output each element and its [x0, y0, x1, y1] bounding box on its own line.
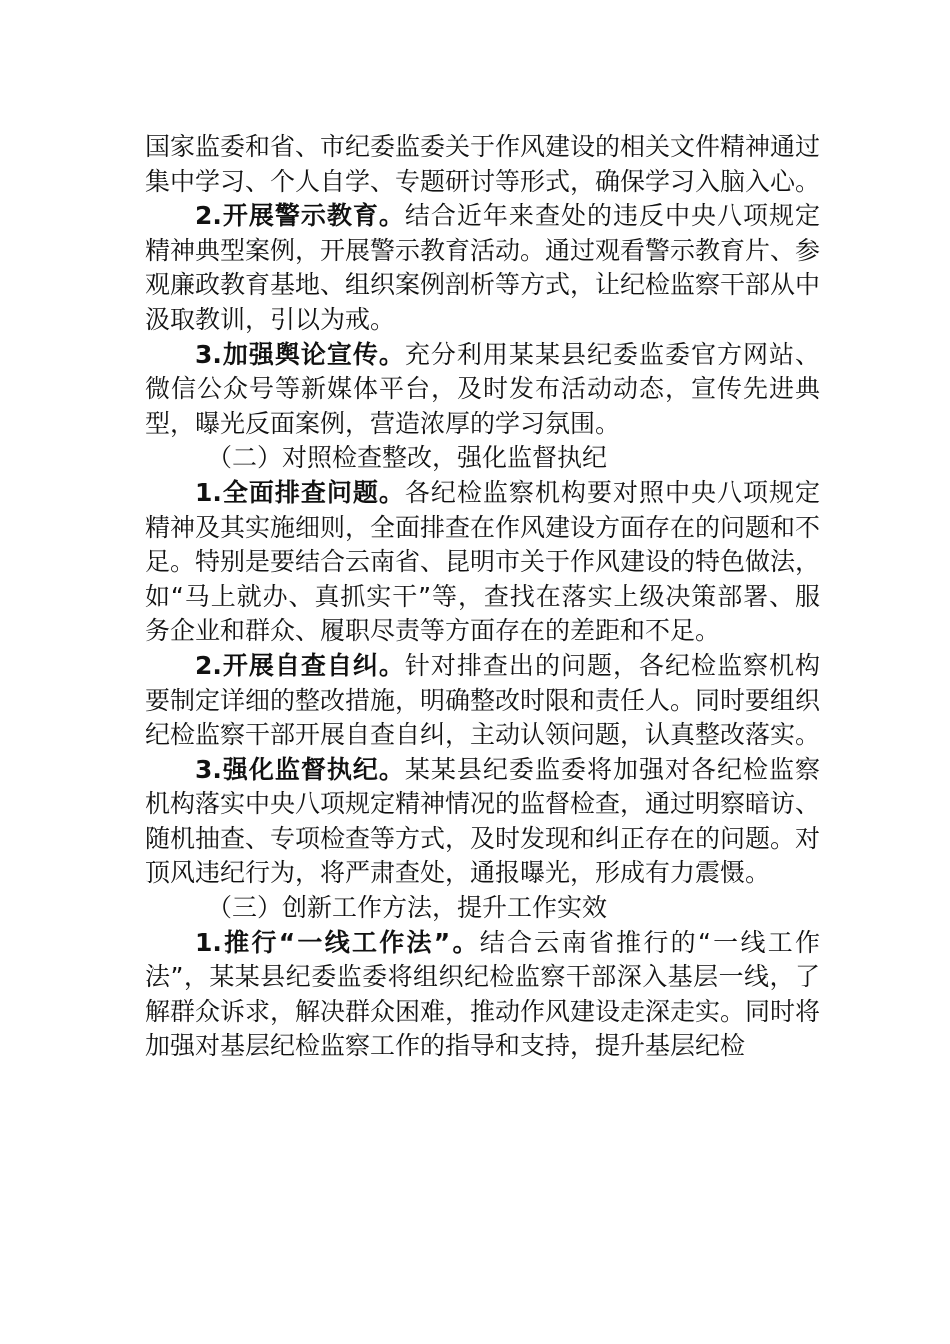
section-heading-3: （三）创新工作方法，提升工作实效 — [207, 893, 608, 923]
document-body — [145, 130, 820, 1064]
paragraph-continuation: 国家监委和省、市纪委监委关于作风建设的相关文件精神通过集中学习、个人自学、专题研讨等形式，确保学习入脑入心。 — [145, 132, 821, 196]
item-investigate-problems — [145, 476, 820, 649]
item-public-opinion — [145, 338, 820, 442]
item-body: 结合云南省推行的“一线工作法”，某某县纪委监委将组织纪检监察干部深入基层一线，了解群众诉求，解决群众困难，推动作风建设走深走实。同时将加强对基层纪检监察工作的指导和支持，提升基层纪检 — [145, 927, 821, 1061]
item-supervision — [145, 753, 820, 891]
item-heading: 2.开展警示教育。 — [195, 201, 405, 231]
item-body: 充分利用某某县纪委监委官方网站、微信公众号等新媒体平台，及时发布活动动态，宣传先进典型，曝光反面案例，营造浓厚的学习氛围。 — [145, 339, 820, 438]
item-heading: 2.开展自查自纠。 — [195, 650, 405, 680]
item-heading: 3.强化监督执纪。 — [195, 754, 405, 784]
item-heading: 1.推行“一线工作法”。 — [195, 927, 480, 957]
item-frontline-method — [145, 926, 820, 1064]
item-body: 某某县纪委监委将加强对各纪检监察机构落实中央八项规定精神情况的监督检查，通过明察暗访、随机抽查、专项检查等方式，及时发现和纠正存在的问题。对顶风违纪行为，将严肃查处，通报曝光，形成有力震慑。 — [145, 754, 821, 888]
item-body: 结合近年来查处的违反中央八项规定精神典型案例，开展警示教育活动。通过观看警示教育片、参观廉政教育基地、组织案例剖析等方式，让纪检监察干部从中汲取教训，引以为戒。 — [145, 201, 821, 334]
item-warning-education — [145, 199, 820, 337]
item-heading: 3.加强舆论宣传。 — [195, 339, 405, 369]
item-heading: 1.全面排查问题。 — [195, 477, 405, 507]
section-heading-2: （二）对照检查整改，强化监督执纪 — [207, 443, 608, 473]
item-self-correction — [145, 649, 820, 753]
item-body: 针对排查出的问题，各纪检监察机构要制定详细的整改措施，明确整改时限和责任人。同时要组织纪检监察干部开展自查自纠，主动认领问题，认真整改落实。 — [145, 650, 821, 750]
item-body: 各纪检监察机构要对照中央八项规定精神及其实施细则，全面排查在作风建设方面存在的问题和不足。特别是要结合云南省、昆明市关于作风建设的特色做法，如“马上就办、真抓实干”等，查找在落实上级决策部署、服务企业和群众、履职尽责等方面存在的差距和不足。 — [145, 477, 821, 646]
